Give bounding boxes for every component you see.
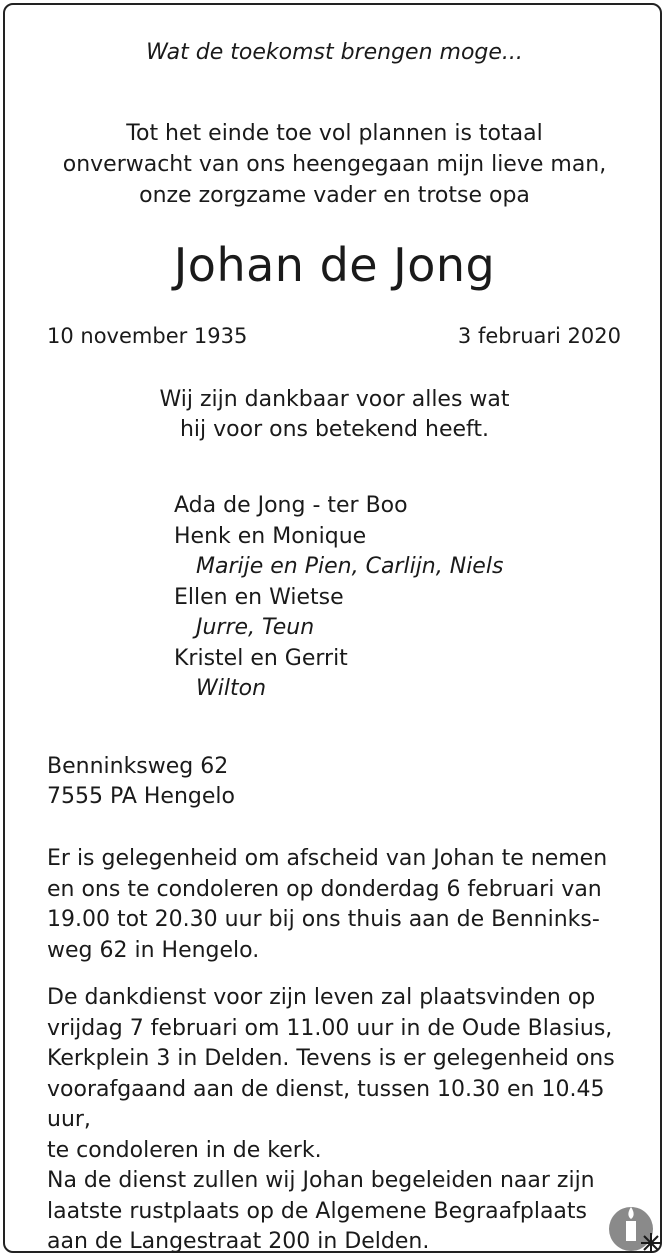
intro-line: onze zorgzame vader en trotse opa <box>139 183 530 208</box>
paragraph-line: voorafgaand aan de dienst, tussen 10.30 en 10.45 uur, <box>47 1076 605 1132</box>
birth-date: 10 november 1935 <box>47 324 248 348</box>
paragraph-line: en ons te condoleren op donderdag 6 februari van <box>47 876 602 902</box>
paragraph-line: Na de dienst zullen wij Johan begeleiden naar zijn <box>47 1168 595 1193</box>
paragraph-line: aan de Langestraat 200 in Delden. <box>47 1229 430 1254</box>
paragraph-line: Er is gelegenheid om afscheid van Johan te nemen <box>47 846 608 871</box>
intro-text <box>0 118 669 211</box>
address-city: 7555 PA Hengelo <box>47 784 235 809</box>
paragraph-line: laatste rustplaats op de Algemene Begraafplaats <box>47 1198 587 1224</box>
candle-snowflake-logo-icon <box>607 1197 665 1255</box>
paragraph-line: 19.00 tot 20.30 uur bij ons thuis aan de Benninks- <box>47 907 600 932</box>
thanks-line: Wij zijn dankbaar voor alles wat <box>159 387 510 412</box>
family-member: Kristel en Gerrit <box>174 645 348 671</box>
condolence-paragraph <box>47 844 622 966</box>
paragraph-line: De dankdienst voor zijn leven zal plaatsvinden op <box>47 985 596 1010</box>
motto: Wat de toekomst brengen moge... <box>146 40 523 65</box>
family-member: Ellen en Wietse <box>174 584 344 610</box>
intro-line: Tot het einde toe vol plannen is totaal <box>126 121 543 146</box>
grandchildren: Jurre, Teun <box>196 615 315 640</box>
family-list <box>174 491 503 705</box>
address-block <box>47 752 235 812</box>
paragraph-line: te condoleren in de kerk. <box>47 1137 322 1163</box>
deceased-name: Johan de Jong <box>173 238 496 292</box>
death-date: 3 februari 2020 <box>457 324 621 348</box>
family-member: Henk en Monique <box>174 523 367 549</box>
address-street: Benninksweg 62 <box>47 754 229 779</box>
paragraph-line: weg 62 in Hengelo. <box>47 937 260 963</box>
family-member: Ada de Jong - ter Boo <box>174 493 408 518</box>
service-paragraph <box>47 983 622 1258</box>
paragraph-line: vrijdag 7 februari om 11.00 uur in de Oude Blasius, <box>47 1015 613 1041</box>
intro-line: onverwacht van ons heengegaan mijn lieve man, <box>62 152 607 177</box>
grandchildren: Wilton <box>196 676 267 701</box>
thanks-line: hij voor ons betekend heeft. <box>179 417 490 442</box>
grandchildren: Marije en Pien, Carlijn, Niels <box>196 554 504 579</box>
thanks-text <box>0 385 669 445</box>
paragraph-line: Kerkplein 3 in Delden. Tevens is er gelegenheid ons <box>47 1046 615 1071</box>
